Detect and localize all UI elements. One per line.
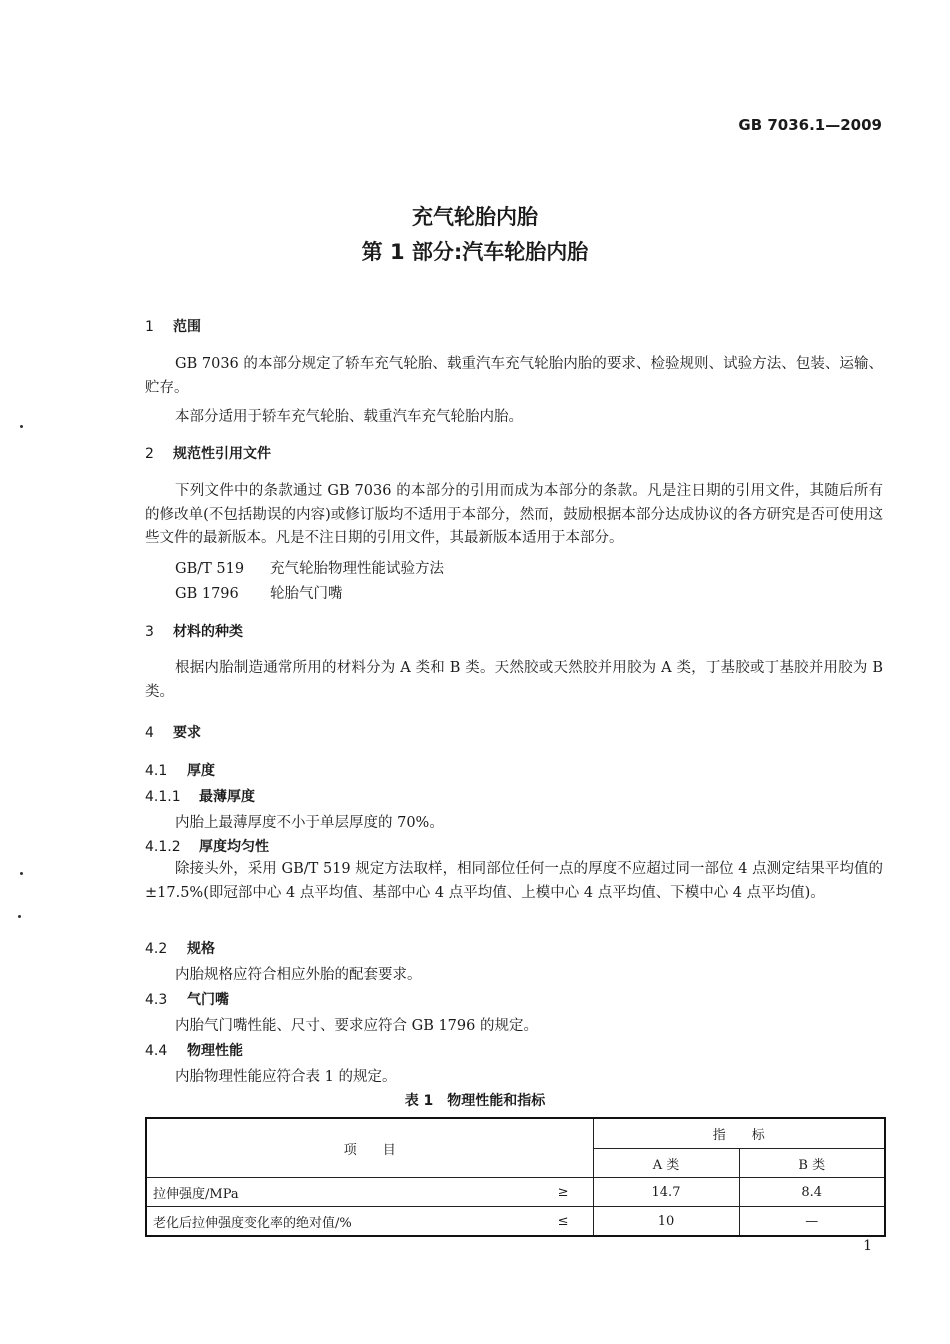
scan-speck (20, 872, 23, 875)
section-4-1-1-heading: 4.1.1 最薄厚度 (145, 789, 255, 805)
scan-speck (20, 425, 23, 428)
section-3-heading: 3 材料的种类 (145, 624, 243, 640)
doc-title: 充气轮胎内胎 (412, 205, 538, 229)
table-caption: 表 1 物理性能和指标 (404, 1093, 546, 1109)
section-4-1-2-paragraph: 除接头外，采用 GB/T 519 规定方法取样，相同部位任何一点的厚度不应超过同一部位 4 点测定结果平均值的±17.5%(即冠部中心 4 点平均值、基部中心 4 点平均值、上模中心 4 点平均值、下模中心 4 点平均值)。 (145, 861, 883, 901)
table-cell-a: 14.7 (593, 1178, 739, 1207)
table-cell-b: — (739, 1207, 885, 1237)
table-cell-item: 老化后拉伸强度变化率的绝对值/% ≤ (146, 1207, 593, 1237)
table-row (146, 1178, 885, 1207)
standard-code: GB 7036.1—2009 (738, 116, 882, 134)
table-cell-b: 8.4 (739, 1178, 885, 1207)
doc-subtitle: 第 1 部分:汽车轮胎内胎 (361, 240, 589, 264)
section-4-1-1-paragraph: 内胎上最薄厚度不小于单层厚度的 70%。 (175, 815, 444, 831)
section-4-1-heading: 4.1 厚度 (145, 763, 215, 779)
section-3-paragraph: 根据内胎制造通常所用的材料分为 A 类和 B 类。天然胶或天然胶并用胶为 A 类，丁基胶或丁基胶并用胶为 B 类。 (145, 660, 883, 700)
section-4-heading: 4 要求 (145, 725, 201, 741)
section-4-2-heading: 4.2 规格 (145, 941, 215, 957)
table-header-item: 项 目 (146, 1118, 593, 1178)
section-4-4-paragraph: 内胎物理性能应符合表 1 的规定。 (175, 1069, 397, 1085)
scan-speck (18, 915, 21, 918)
table-cell-a: 10 (593, 1207, 739, 1237)
reference-item: GB/T 519 充气轮胎物理性能试验方法 (175, 561, 444, 577)
physical-properties-table (145, 1117, 886, 1237)
table-header-class-b: B 类 (739, 1149, 885, 1178)
page-number: 1 (863, 1238, 872, 1254)
section-4-2-paragraph: 内胎规格应符合相应外胎的配套要求。 (175, 967, 422, 983)
section-4-4-heading: 4.4 物理性能 (145, 1043, 243, 1059)
section-2-heading: 2 规范性引用文件 (145, 446, 271, 462)
section-1-paragraph-2: 本部分适用于轿车充气轮胎、载重汽车充气轮胎内胎。 (175, 409, 523, 425)
table-row (146, 1207, 885, 1237)
reference-item: GB 1796 轮胎气门嘴 (175, 586, 343, 602)
section-4-1-2-heading: 4.1.2 厚度均匀性 (145, 839, 269, 855)
section-4-3-heading: 4.3 气门嘴 (145, 992, 229, 1008)
table-header-index: 指 标 (593, 1118, 885, 1149)
section-4-3-paragraph: 内胎气门嘴性能、尺寸、要求应符合 GB 1796 的规定。 (175, 1018, 538, 1034)
table-header-class-a: A 类 (593, 1149, 739, 1178)
section-1-heading: 1 范围 (145, 319, 201, 335)
table-cell-item: 拉伸强度/MPa ≥ (146, 1178, 593, 1207)
section-2-paragraph: 下列文件中的条款通过 GB 7036 的本部分的引用而成为本部分的条款。凡是注日期的引用文件，其随后所有的修改单(不包括勘误的内容)或修订版均不适用于本部分，然而，鼓励根据本部分达成协议的各方研究是否可使用这些文件的最新版本。凡是不注日期的引用文件，其最新版本适用于本部分。 (145, 483, 883, 546)
section-1-paragraph-1: GB 7036 的本部分规定了轿车充气轮胎、载重汽车充气轮胎内胎的要求、检验规则、试验方法、包装、运输、贮存。 (145, 356, 883, 396)
